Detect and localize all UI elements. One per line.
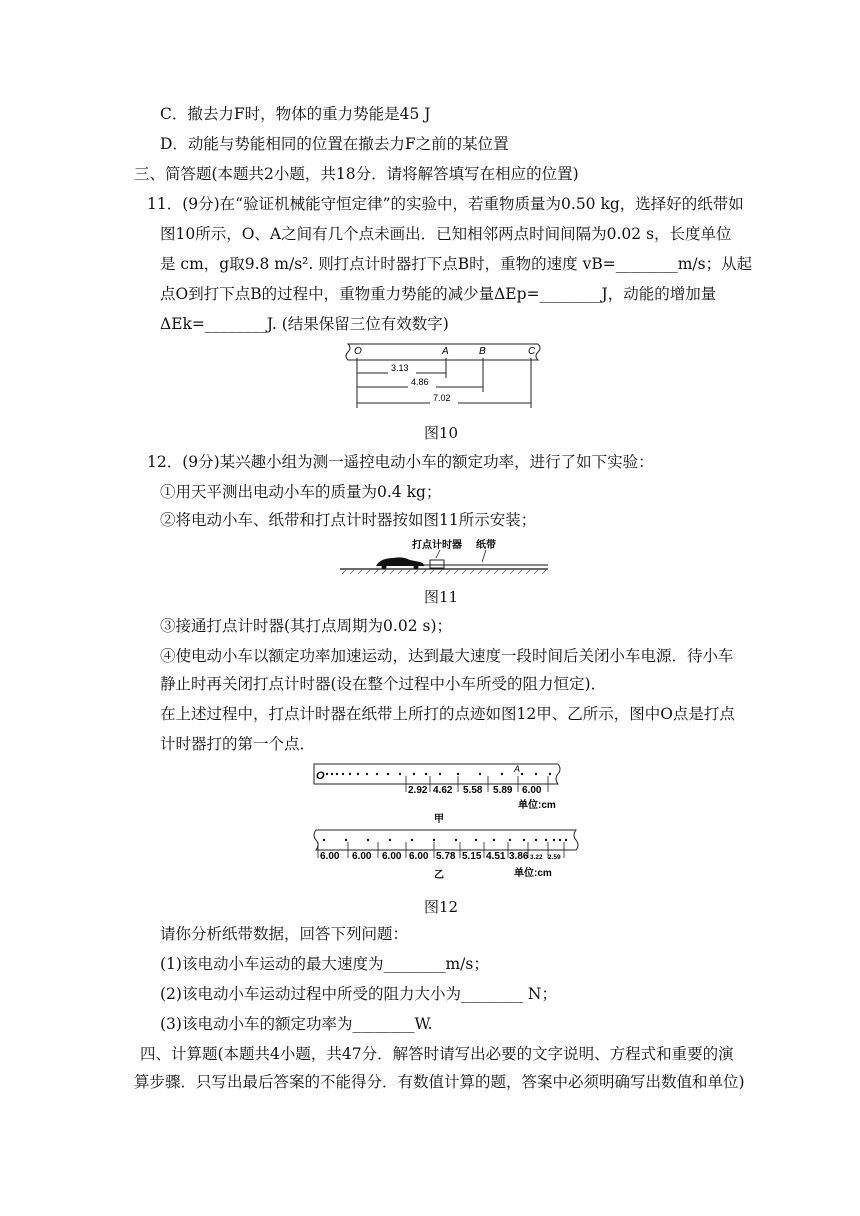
fig12-yi-value-5: 5.78 — [436, 851, 456, 862]
fig12-yi-value-10: 2.59 — [548, 854, 561, 861]
fig10-dim-OC: 7.02 — [433, 393, 451, 403]
section-4-heading-line-2: 算步骤．只写出最后答案的不能得分．有数值计算的题，答案中必须明确写出数值和单位) — [134, 1073, 745, 1091]
figure-11-setup — [336, 536, 552, 576]
fig12-jia-unit: 单位:cm — [518, 800, 556, 811]
q11-line-2: 图10所示，O、A之间有几个点未画出．已知相邻两点时间间隔为0.02 s，长度单位 — [160, 225, 732, 243]
q12-step-3: ③接通打点计时器(其打点周期为0.02 s)； — [160, 617, 452, 635]
fig11-label-timer: 打点计时器 — [412, 540, 462, 551]
section-4-heading-line-1: 四、计算题(本题共4小题，共47分．解答时请写出必要的文字说明、方程式和重要的演 — [140, 1045, 734, 1063]
fig10-dim-OB: 4.86 — [411, 377, 429, 387]
q12-prompt: 请你分析纸带数据，回答下列问题： — [160, 925, 409, 943]
fig12-jia-point-A: A — [514, 764, 521, 774]
figure-12-caption: 图12 — [424, 898, 459, 916]
fig12-yi-value-9: 3.22 — [530, 854, 543, 861]
fig12-yi-value-4: 6.00 — [409, 851, 429, 862]
q12-sub-3: (3)该电动小车的额定功率为________W. — [160, 1015, 433, 1033]
figure-12-jia-tape — [310, 760, 570, 826]
fig12-yi-unit: 单位:cm — [514, 868, 552, 879]
fig11-label-tape: 纸带 — [476, 540, 496, 551]
fig12-jia-value-3: 5.58 — [463, 785, 483, 796]
q12-sub-1: (1)该电动小车运动的最大速度为________m/s； — [160, 955, 489, 973]
option-c: C．撤去力F时，物体的重力势能是45 J — [160, 105, 431, 123]
q11-line-4: 点O到打下点B的过程中，重物重力势能的减少量ΔEp=________J，动能的增加量 — [160, 285, 717, 303]
fig10-dim-OA: 3.13 — [391, 363, 409, 373]
q12-desc-line-1: 在上述过程中，打点计时器在纸带上所打的点迹如图12甲、乙所示，图中O点是打点 — [160, 705, 735, 723]
fig10-point-O: O — [354, 346, 362, 357]
fig12-yi-label: 乙 — [434, 870, 444, 881]
fig12-jia-value-5: 6.00 — [522, 785, 542, 796]
fig10-point-A: A — [442, 346, 449, 357]
fig12-yi-value-2: 6.00 — [352, 851, 372, 862]
figure-10-caption: 图10 — [424, 424, 459, 442]
fig12-yi-value-6: 5.15 — [462, 851, 482, 862]
q12-desc-line-2: 计时器打的第一个点． — [160, 735, 316, 753]
figure-11-caption: 图11 — [424, 588, 459, 606]
fig12-yi-value-7: 4.51 — [486, 851, 506, 862]
fig12-jia-value-4: 5.89 — [493, 785, 513, 796]
option-d: D．动能与势能相同的位置在撤去力F之前的某位置 — [160, 135, 509, 153]
q11-line-3: 是 cm，g取9.8 m/s². 则打点计时器打下点B时，重物的速度 vB=________m/s；从起 — [160, 255, 753, 273]
fig12-jia-point-O: O — [316, 770, 325, 782]
q11-line-1: 11．(9分)在“验证机械能守恒定律”的实验中，若重物质量为0.50 kg，选择好的纸带如 — [147, 195, 744, 213]
fig12-jia-value-1: 2.92 — [408, 785, 428, 796]
fig10-point-B: B — [479, 346, 486, 357]
fig10-point-C: C — [528, 346, 536, 357]
fig12-yi-value-8: 3.86 — [509, 851, 529, 862]
q12-step-2: ②将电动小车、纸带和打点计时器按如图11所示安装； — [160, 511, 537, 529]
figure-12-yi-tape — [308, 826, 584, 886]
q12-step-1: ①用天平测出电动小车的质量为0.4 kg； — [160, 483, 442, 501]
q12-sub-2: (2)该电动小车运动过程中所受的阻力大小为________ N； — [160, 985, 557, 1003]
section-3-heading: 三、简答题(本题共2小题，共18分．请将解答填写在相应的位置) — [134, 165, 579, 183]
fig12-jia-value-2: 4.62 — [433, 785, 453, 796]
fig12-jia-label: 甲 — [434, 814, 444, 825]
q11-line-5: ΔEk=________J. (结果保留三位有效数字) — [160, 315, 449, 333]
fig12-yi-value-3: 6.00 — [382, 851, 402, 862]
q12-step-4-line-2: 静止时再关闭打点计时器(设在整个过程中小车所受的阻力恒定)． — [160, 675, 607, 693]
q12-step-4-line-1: ④使电动小车以额定功率加速运动，达到最大速度一段时间后关闭小车电源．待小车 — [160, 647, 734, 665]
fig12-yi-value-1: 6.00 — [320, 851, 340, 862]
q12-line-1: 12．(9分)某兴趣小组为测一遥控电动小车的额定功率，进行了如下实验： — [147, 453, 654, 471]
figure-10-tape — [340, 340, 550, 412]
